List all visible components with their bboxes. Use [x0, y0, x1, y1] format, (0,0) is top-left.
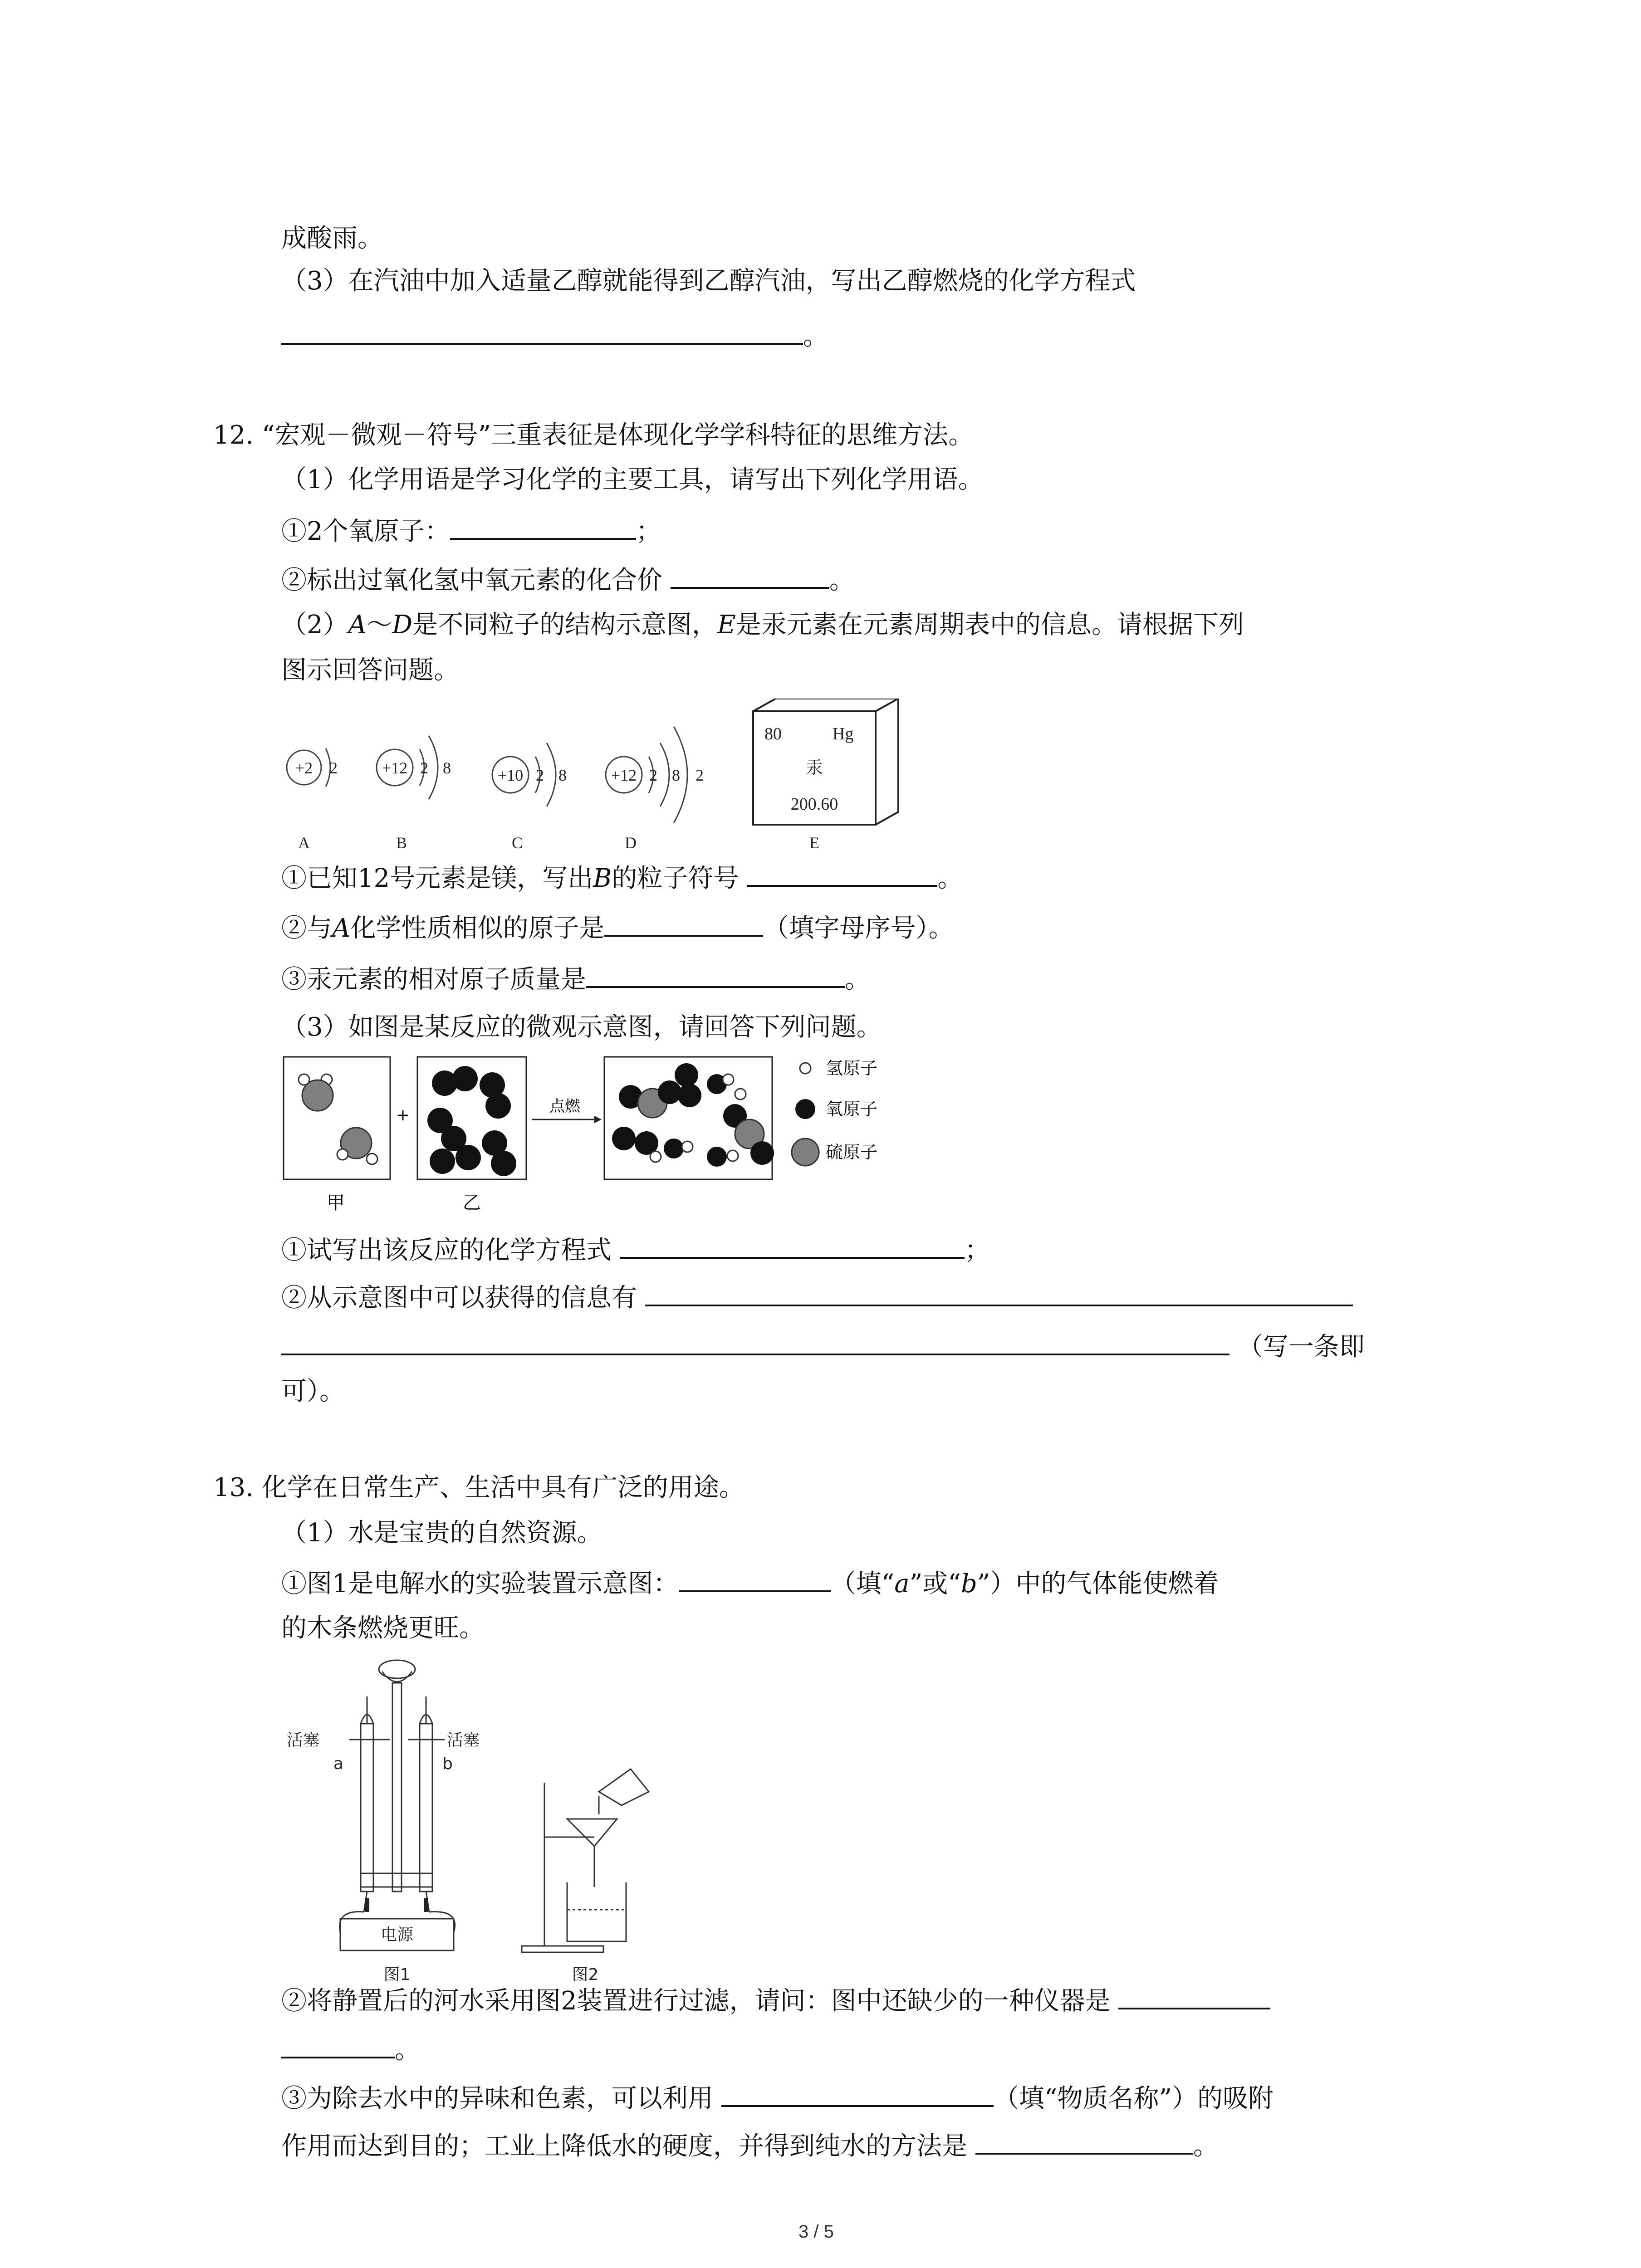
q11-answer-line: [281, 318, 828, 355]
seg: 是汞元素在元素周期表中的信息。请根据下列: [735, 610, 1244, 640]
answer-blank[interactable]: [450, 513, 636, 540]
q12-q2-item1: [281, 860, 963, 897]
q13-item3-line2: [281, 2127, 1219, 2165]
answer-blank[interactable]: [281, 2031, 395, 2058]
shell-count: 2: [696, 766, 704, 784]
q12-q2-item2: [281, 909, 954, 947]
seg: 化学性质相似的原子是: [350, 914, 605, 943]
q12-part1-item2: [281, 562, 855, 599]
seg: ①图1是电解水的实验装置示意图：: [281, 1569, 679, 1598]
seg: ②将静置后的河水采用图2装置进行过滤，请问：图中还缺少的一种仪器是: [281, 1986, 1111, 2016]
seg: B: [593, 864, 612, 893]
seg: ”或“: [909, 1569, 961, 1598]
seg: （填字母序号）。: [763, 914, 954, 943]
answer-blank[interactable]: [975, 2127, 1193, 2155]
q11-text-continuation: 成酸雨。: [281, 224, 383, 253]
tube-label-b: b: [442, 1755, 453, 1773]
label-yi: 乙: [463, 1193, 481, 1213]
punct: ；: [636, 517, 661, 546]
nucleus-charge-c: +10: [497, 766, 524, 784]
atom-legend: [792, 1058, 877, 1166]
q12-q2-item3: [281, 961, 870, 998]
reaction-condition: 点燃: [549, 1097, 580, 1115]
oxygen-atom-icon: [795, 1099, 815, 1119]
punct: 。: [1193, 2131, 1219, 2161]
seg: A: [332, 914, 351, 943]
seg: （写一条即: [1237, 1332, 1365, 1362]
seg: （填“: [830, 1569, 895, 1598]
electron-shell: [660, 743, 669, 807]
seg: 作用而达到目的；工业上降低水的硬度，并得到纯水的方法是: [281, 2131, 967, 2161]
item-text: ①2个氧原子：: [281, 517, 450, 546]
q12-part3: （3）如图是某反应的微观示意图，请回答下列问题。: [281, 1012, 882, 1042]
q13-part1: （1）水是宝贵的自然资源。: [281, 1518, 603, 1548]
diagram-label-e: E: [809, 834, 819, 852]
punct: 。: [845, 965, 870, 994]
legend-hydrogen: 氢原子: [826, 1058, 878, 1078]
period: 。: [803, 322, 828, 351]
seg: a: [894, 1569, 910, 1598]
q13-stem: 13. 化学在日常生产、生活中具有广泛的用途。: [213, 1473, 745, 1502]
seg: ③汞元素的相对原子质量是: [281, 965, 586, 994]
seg: ①已知12号元素是镁，写出: [281, 864, 593, 893]
punct: ；: [964, 1236, 990, 1265]
seg: ②与: [281, 914, 332, 943]
electrolysis-apparatus: [340, 1660, 455, 1950]
nucleus-charge-a: +2: [295, 759, 313, 777]
seg: 是不同粒子的结构示意图，: [412, 610, 717, 640]
figure2-caption: 图2: [572, 1965, 599, 1984]
shell-count: 2: [420, 759, 428, 777]
shell-count: 8: [443, 759, 451, 777]
diagram-label-d: D: [625, 834, 637, 852]
q12-part2: [281, 607, 1244, 643]
stopcock-label-left: 活塞: [287, 1731, 320, 1750]
q11-part3: （3）在汽油中加入适量乙醇就能得到乙醇汽油，写出乙醇燃烧的化学方程式: [281, 266, 1136, 296]
diagram-label-a: A: [298, 834, 310, 852]
figure1-caption: 图1: [383, 1965, 411, 1984]
answer-blank[interactable]: [586, 961, 845, 988]
answer-blank[interactable]: [679, 1565, 831, 1592]
q12-q3-item2: [281, 1279, 1353, 1316]
q12-q3-item2-line2: [281, 1328, 1365, 1365]
sulfur-atom-icon: [792, 1139, 819, 1166]
legend-oxygen: 氧原子: [826, 1099, 878, 1119]
answer-blank[interactable]: [620, 1232, 965, 1259]
seg: ③为除去水中的异味和色素，可以利用: [281, 2084, 713, 2113]
answer-blank[interactable]: [645, 1279, 1353, 1306]
seg: （填“物质名称”）的吸附: [993, 2084, 1274, 2113]
electron-shell: [429, 736, 438, 799]
shell-count: 2: [536, 766, 544, 784]
atom-structure-diagrams: [272, 699, 907, 862]
nucleus-charge-b: +12: [382, 759, 408, 777]
q12-q3-item2-line3: 可）。: [281, 1377, 345, 1406]
seg: ①试写出该反应的化学方程式: [281, 1236, 612, 1265]
stopcock-label-right: 活塞: [447, 1731, 480, 1750]
element-symbol: Hg: [833, 724, 854, 743]
element-name: 汞: [805, 758, 823, 777]
seg: ”）中的气体能使燃着: [977, 1569, 1219, 1598]
seg: A: [348, 610, 367, 640]
seg: （2）: [281, 610, 348, 640]
label-jia: 甲: [327, 1193, 345, 1213]
electron-shell: [547, 743, 556, 807]
shell-count: 2: [329, 759, 338, 777]
diagram-label-b: B: [396, 834, 407, 852]
answer-blank[interactable]: [281, 318, 803, 345]
seg: b: [960, 1569, 977, 1598]
seg: ～: [367, 610, 392, 640]
item-text: ②标出过氧化氢中氧元素的化合价: [281, 566, 662, 595]
answer-blank[interactable]: [1118, 1982, 1270, 2009]
punct: 。: [829, 566, 855, 595]
element-card-e: [753, 699, 898, 852]
seg: E: [717, 610, 736, 640]
answer-blank[interactable]: [604, 909, 763, 937]
power-source: 电源: [380, 1926, 414, 1944]
seg: D: [392, 610, 412, 640]
seg: 的粒子符号: [612, 864, 739, 893]
reaction-micro-diagram: [281, 1052, 926, 1225]
shell-count: 8: [558, 766, 567, 784]
seg: ②从示意图中可以获得的信息有: [281, 1283, 637, 1313]
punct: 。: [937, 864, 963, 893]
answer-blank[interactable]: [671, 562, 829, 589]
atomic-number: 80: [764, 724, 782, 743]
filtration-apparatus: [522, 1769, 649, 1952]
q12-part1-item1: [281, 513, 661, 550]
plus-sign: +: [396, 1106, 410, 1124]
punct: 。: [395, 2035, 420, 2065]
nucleus-charge-d: +12: [611, 766, 637, 784]
shell-count: 8: [672, 766, 680, 784]
lab-apparatus-figures: [281, 1656, 690, 1987]
answer-blank[interactable]: [281, 1328, 1230, 1355]
q12-q3-item1: [281, 1232, 990, 1269]
q13-item1-line2: 的木条燃烧更旺。: [281, 1613, 485, 1643]
q13-item3: [281, 2080, 1274, 2117]
q12-part2-line2: 图示回答问题。: [281, 655, 459, 685]
q13-item1: [281, 1565, 1219, 1602]
atomic-mass: 200.60: [790, 795, 838, 814]
q13-item2-line2: [281, 2031, 420, 2068]
shell-count: 2: [649, 766, 657, 784]
q13-item2: [281, 1982, 1270, 2019]
tube-label-a: a: [333, 1755, 344, 1773]
hydrogen-atom-icon: [800, 1063, 811, 1074]
answer-blank[interactable]: [747, 860, 937, 887]
legend-sulfur: 硫原子: [826, 1142, 878, 1162]
arrow-head-icon: [594, 1116, 602, 1123]
diagram-label-c: C: [511, 834, 523, 852]
answer-blank[interactable]: [721, 2080, 994, 2107]
q12-part1: （1）化学用语是学习化学的主要工具，请写出下列化学用语。: [281, 465, 984, 494]
page-number: 3 / 5: [798, 2222, 834, 2242]
q12-stem: 12. “宏观－微观－符号”三重表征是体现化学学科特征的思维方法。: [213, 420, 974, 450]
